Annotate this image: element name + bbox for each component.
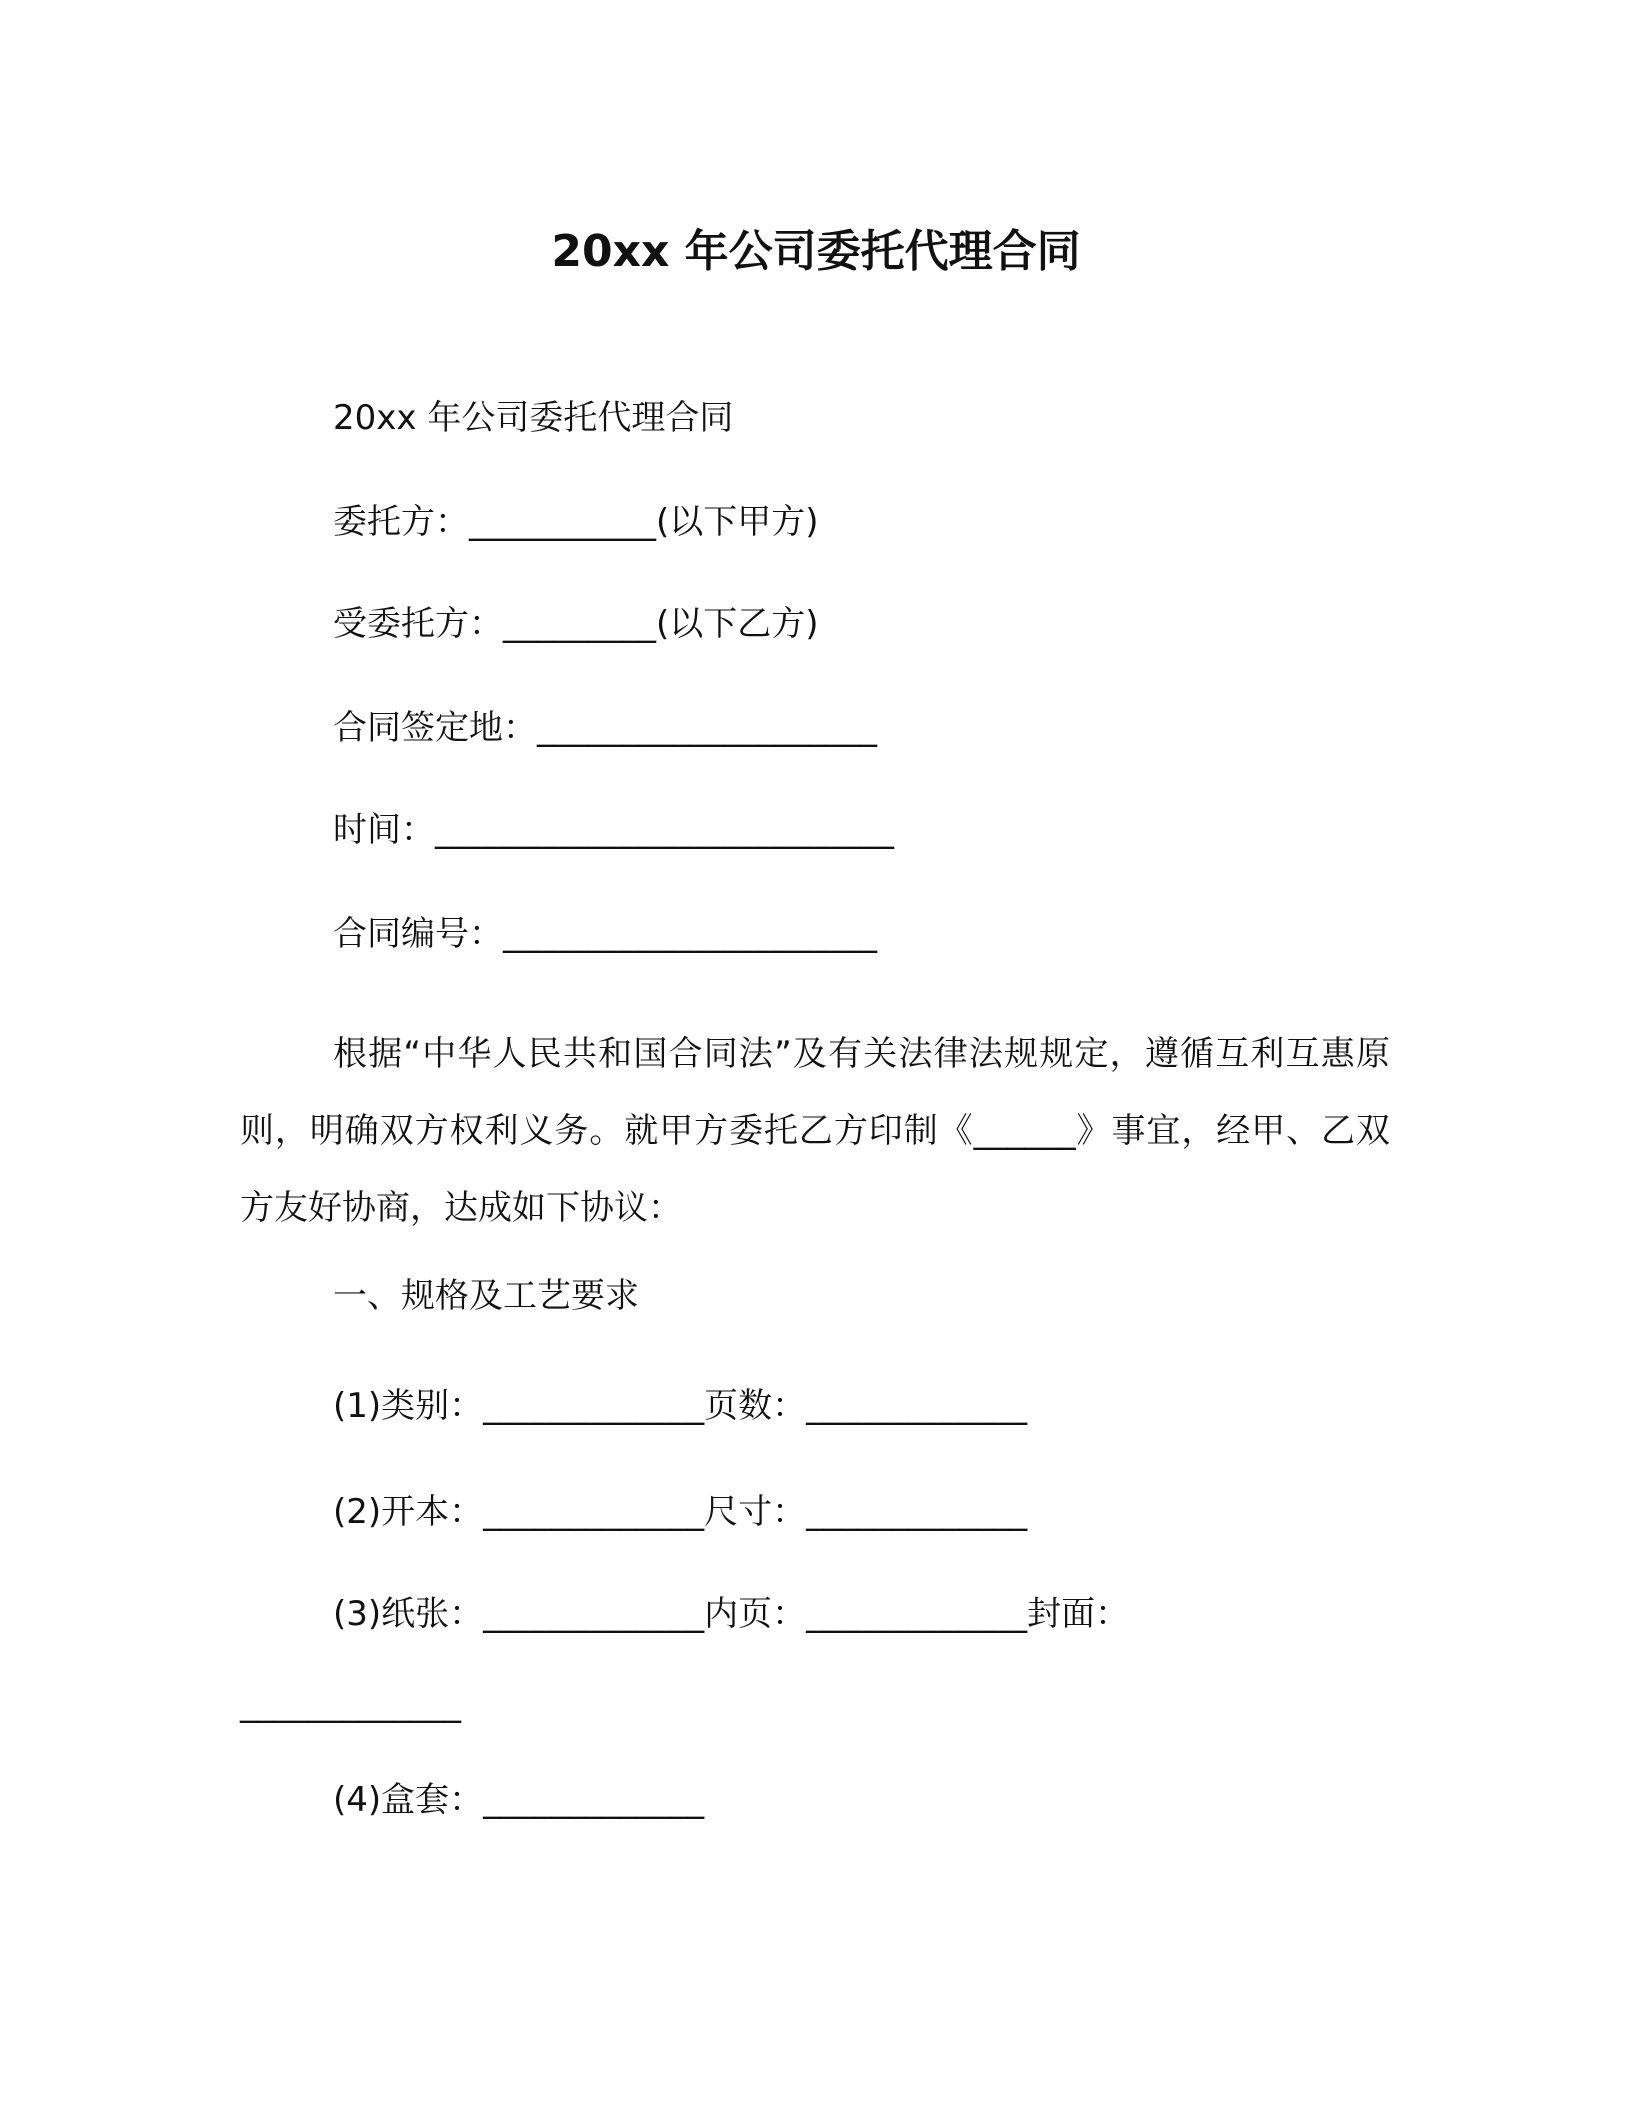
spec-item-category: (1)类别：_____________页数：_____________ [333,1386,1028,1426]
document-title: 20xx 年公司委托代理合同 [551,226,1081,277]
contract-number-field: 合同编号：______________________ [333,914,877,954]
date-field: 时间：___________________________ [333,810,894,850]
signing-place-field: 合同签定地：____________________ [333,708,877,748]
document-subtitle: 20xx 年公司委托代理合同 [333,398,734,438]
client-field: 委托方：___________(以下甲方) [333,502,819,542]
spec-item-format: (2)开本：_____________尺寸：_____________ [333,1492,1028,1532]
intro-paragraph: 根据“中华人民共和国合同法”及有关法律法规规定，遵循互利互惠原则，明确双方权利义务。就甲方委托乙方印制《______》事宜，经甲、乙双方友好协商，达成如下协议： [240,1034,1390,1228]
section-1-heading: 一、规格及工艺要求 [333,1276,639,1316]
spec-item-box: (4)盒套：_____________ [333,1780,705,1820]
spec-item-paper: (3)纸张：_____________内页：_____________封面： [333,1594,1130,1634]
spec-item-paper-continued: _____________ [240,1684,461,1724]
agent-field: 受委托方：_________(以下乙方) [333,604,819,644]
